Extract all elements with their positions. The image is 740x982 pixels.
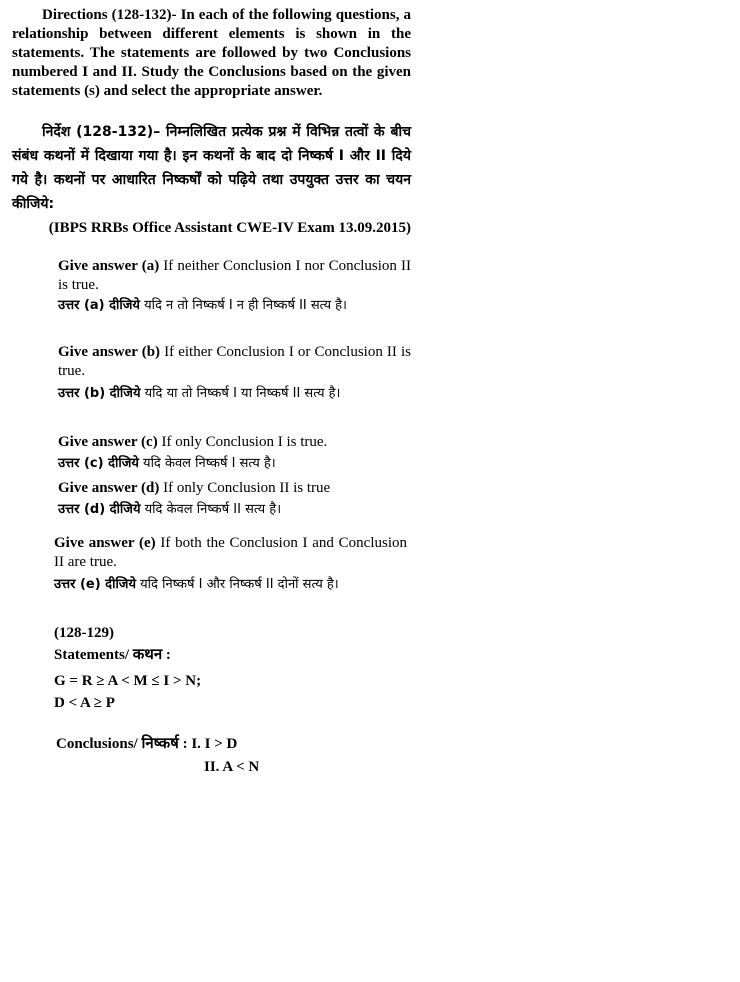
- option-e-label: Give answer (e): [54, 535, 156, 551]
- statement-2: D < A ≥ P: [54, 695, 115, 711]
- question-range: (128-129): [54, 625, 114, 641]
- option-b-label: Give answer (b): [58, 344, 161, 360]
- option-d-text: If only Conclusion II is true: [159, 480, 331, 496]
- directions-english-text: Directions (128-132)- In each of the following questions, a relationship between different elements is shown in the statements. The statements are followed by two Conclusions numbered I and II. Study the Conclusions based on the given statements (s) and select the appropriate answer.: [12, 7, 411, 99]
- option-a-text: If neither Conclusion I nor Conclusion II is true.: [58, 258, 411, 293]
- option-b-hindi-label: उत्तर (b) दीजिये: [58, 386, 141, 401]
- conclusion-2: II. A < N: [204, 759, 260, 775]
- option-a-english: [58, 257, 411, 295]
- exam-source: (IBPS RRBs Office Assistant CWE-IV Exam 13.09.2015): [48, 220, 411, 236]
- option-a-hindi-label: उत्तर (a) दीजिये: [58, 298, 140, 313]
- statements-label: Statements/ कथन :: [54, 647, 171, 663]
- option-c-hindi-label: उत्तर (c) दीजिये: [58, 456, 139, 471]
- option-d-hindi-text: यदि केवल निष्कर्ष II सत्य है।: [140, 502, 282, 517]
- option-b-hindi-text: यदि या तो निष्कर्ष I या निष्कर्ष II सत्य है।: [140, 386, 341, 401]
- conclusion-1: Conclusions/ निष्कर्ष : I. I > D: [56, 736, 238, 752]
- option-c-text: If only Conclusion I is true.: [157, 434, 328, 450]
- option-c-english: [58, 433, 411, 452]
- directions-hindi: [12, 120, 411, 216]
- option-a-label: Give answer (a): [58, 258, 160, 274]
- option-c-hindi-text: यदि केवल निष्कर्ष I सत्य है।: [138, 456, 276, 471]
- option-d-english: [58, 479, 411, 498]
- option-d-hindi-label: उत्तर (d) दीजिये: [58, 502, 141, 517]
- option-b-hindi: [58, 382, 411, 406]
- option-d-hindi: [58, 498, 411, 522]
- option-b-english: [58, 343, 411, 381]
- option-e-hindi-text: यदि निष्कर्ष I और निष्कर्ष II दोनों सत्य है।: [136, 577, 339, 592]
- option-e-english: [54, 534, 407, 572]
- option-a-hindi: [58, 294, 411, 318]
- statement-1: G = R ≥ A < M ≤ I > N;: [54, 673, 202, 689]
- option-b-text: If either Conclusion I or Conclusion II is true.: [58, 344, 411, 379]
- option-e-hindi: [54, 573, 407, 597]
- directions-english: [12, 6, 411, 101]
- option-e-hindi-label: उत्तर (e) दीजिये: [54, 577, 136, 592]
- option-c-hindi: [58, 452, 411, 476]
- directions-hindi-text: निर्देश (128-132)– निम्नलिखित प्रत्येक प्रश्न में विभिन्न तत्वों के बीच संबंध कथनों में दिखाया गया है। इन कथनों के बाद दो निष्कर्ष I और II दिये गये है। कथनों पर आधारित निष्कर्षों को पढ़िये तथा उपयुक्त उत्तर का चयन कीजिये:: [12, 124, 411, 212]
- option-e-text: If both the Conclusion I and Conclusion II are true.: [54, 535, 407, 570]
- option-d-label: Give answer (d): [58, 480, 160, 496]
- option-a-hindi-text: यदि न तो निष्कर्ष I न ही निष्कर्ष II सत्य है।: [139, 298, 347, 313]
- option-c-label: Give answer (c): [58, 434, 158, 450]
